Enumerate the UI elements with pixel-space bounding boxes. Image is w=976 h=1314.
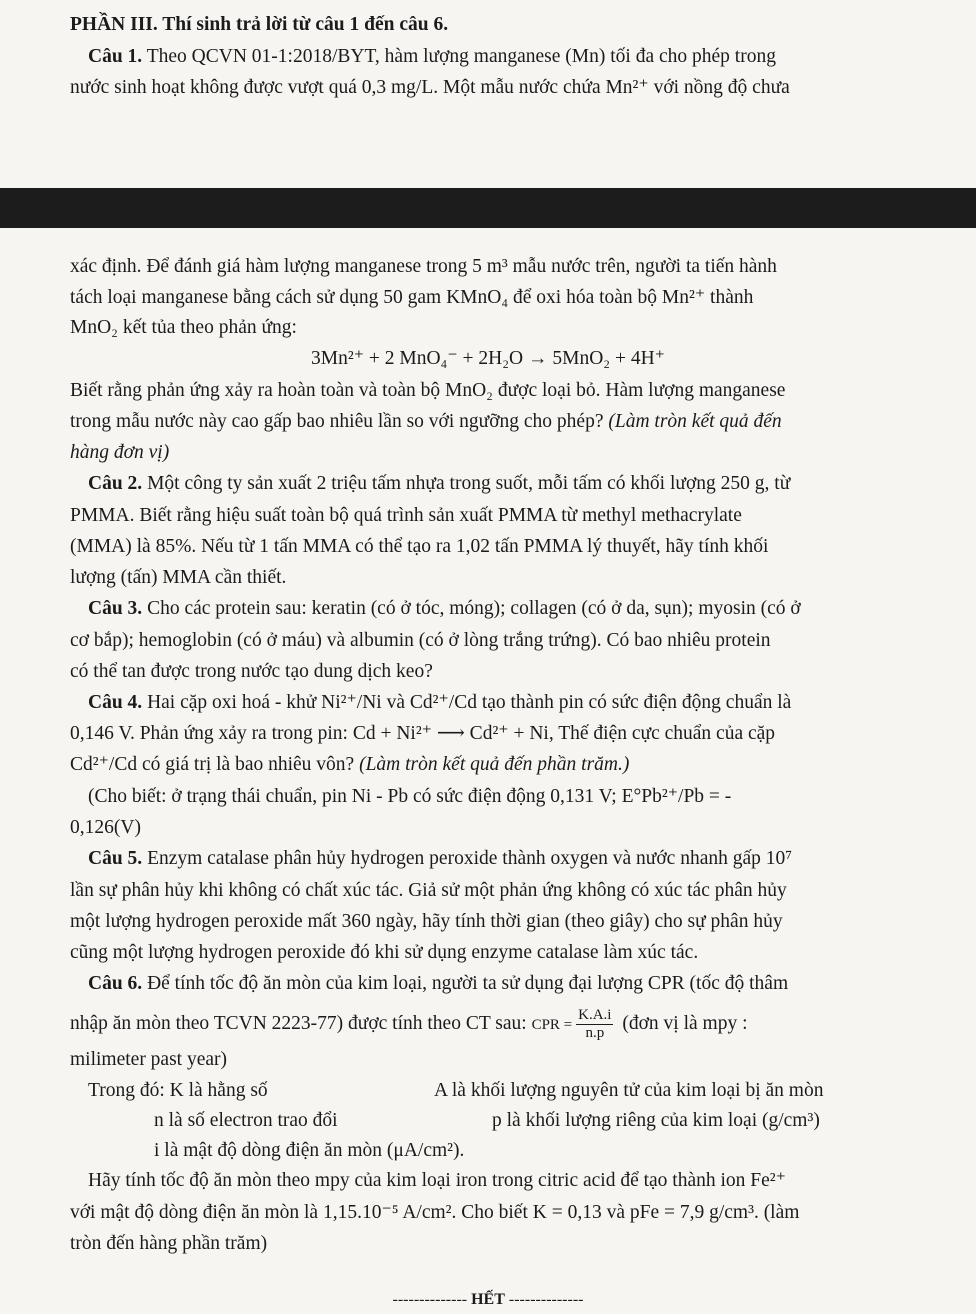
scan-fold-band [0,188,976,228]
q3-line1: Câu 3. Cho các protein sau: keratin (có ở tóc, móng); collagen (có ở da, sụn); myosin (có ở [88,598,801,619]
def-a: A là khối lượng nguyên tử của kim loại bị ăn mòn [434,1080,824,1101]
q1-line6: Biết rằng phản ứng xảy ra hoàn toàn và toàn bộ MnO₂ được loại bỏ. Hàm lượng manganese [70,380,786,401]
q3-line2: cơ bắp); hemoglobin (có ở máu) và albumin (có ở lòng trắng trứng). Có bao nhiêu protein [70,630,771,651]
q5-line1: Câu 5. Enzym catalase phân hủy hydrogen peroxide thành oxygen và nước nhanh gấp 10⁷ [88,848,793,869]
cpr-denominator: n.p [585,1025,605,1042]
cpr-formula-fraction [576,1007,613,1042]
q2-line3: (MMA) là 85%. Nếu từ 1 tấn MMA có thể tạo ra 1,02 tấn PMMA lý thuyết, hãy tính khối [70,536,769,557]
q6-line4: Hãy tính tốc độ ăn mòn theo mpy của kim loại iron trong citric acid để tạo thành ion Fe²⁺ [88,1170,786,1191]
q5-label: Câu 5. [88,848,143,869]
q1-equation: 3Mn²⁺ + 2 MnO₄⁻ + 2H₂O → 5MnO₂ + 4H⁺ [311,348,665,369]
section-header: PHẦN III. Thí sinh trả lời từ câu 1 đến câu 6. [70,14,449,35]
q4-line4: (Cho biết: ở trạng thái chuẩn, pin Ni - Pb có sức điện động 0,131 V; E°Pb²⁺/Pb = - [88,786,732,807]
q5-line4: cũng một lượng hydrogen peroxide đó khi sử dụng enzyme catalase làm xúc tác. [70,942,699,963]
q1-line4: tách loại manganese bằng cách sử dụng 50 gam KMnO₄ để oxi hóa toàn bộ Mn²⁺ thành [70,287,754,308]
q3-label: Câu 3. [88,598,143,619]
q1-line7: trong mẫu nước này cao gấp bao nhiêu lần so với ngưỡng cho phép? (Làm tròn kết quả đến [70,411,782,432]
q1-line5: MnO₂ kết tủa theo phản ứng: [70,317,297,338]
q4-line3: Cd²⁺/Cd có giá trị là bao nhiêu vôn? (Làm tròn kết quả đến phần trăm.) [70,754,630,775]
q2-line4: lượng (tấn) MMA cần thiết. [70,567,287,588]
q6-line5: với mật độ dòng điện ăn mòn là 1,15.10⁻⁵ A/cm². Cho biết K = 0,13 và pFe = 7,9 g/cm³. (làm [70,1202,800,1223]
q6-line2: nhập ăn mòn theo TCVN 2223-77) được tính theo CT sau: CPR = $\frac{K.A.i}{n.p}$ (đơn vị là mpy : [70,1007,748,1042]
q4-line2: 0,146 V. Phản ứng xảy ra trong pin: Cd + Ni²⁺ ⟶ Cd²⁺ + Ni, Thế điện cực chuẩn của cặp [70,723,776,744]
q4-line1: Câu 4. Hai cặp oxi hoá - khử Ni²⁺/Ni và Cd²⁺/Cd tạo thành pin có sức điện động chuẩn là [88,692,792,713]
q2-line1: Câu 2. Một công ty sản xuất 2 triệu tấm nhựa trong suốt, mỗi tấm có khối lượng 250 g, từ [88,473,791,494]
q2-label: Câu 2. [88,473,143,494]
q6-line3: milimeter past year) [70,1049,228,1070]
q4-label: Câu 4. [88,692,143,713]
def-p: p là khối lượng riêng của kim loại (g/cm³) [492,1110,820,1131]
q1-label: Câu 1. [88,46,143,67]
q1-line1: Câu 1. Theo QCVN 01-1:2018/BYT, hàm lượng manganese (Mn) tối đa cho phép trong [88,46,776,67]
q3-line3: có thể tan được trong nước tạo dung dịch keo? [70,661,433,682]
q5-line3: một lượng hydrogen peroxide mất 360 ngày, hãy tính thời gian (theo giây) cho sự phân hủy [70,911,783,932]
cpr-formula-lhs: CPR = [531,1017,573,1033]
def-n: n là số electron trao đổi [154,1110,338,1131]
q6-line6: tròn đến hàng phần trăm) [70,1233,268,1254]
q1-line3: xác định. Để đánh giá hàm lượng manganese trong 5 m³ mẫu nước trên, người ta tiến hành [70,256,777,277]
q6-label: Câu 6. [88,973,143,994]
end-footer: -------------- HẾT -------------- [392,1291,584,1308]
q1-line8: hàng đơn vị) [70,442,170,463]
def-i: i là mật độ dòng điện ăn mòn (μA/cm²). [154,1140,465,1161]
cpr-numerator: K.A.i [578,1007,612,1024]
q6-line1: Câu 6. Để tính tốc độ ăn mòn của kim loại, người ta sử dụng đại lượng CPR (tốc độ thâm [88,973,789,994]
end-label: HẾT [471,1291,505,1308]
q4-line5: 0,126(V) [70,817,141,838]
q1-line2: nước sinh hoạt không được vượt quá 0,3 mg/L. Một mẫu nước chứa Mn²⁺ với nồng độ chưa [70,77,790,98]
q5-line2: lần sự phân hủy khi không có chất xúc tác. Giả sử một phản ứng không có xúc tác phân hủy [70,880,787,901]
q2-line2: PMMA. Biết rằng hiệu suất toàn bộ quá trình sản xuất PMMA từ methyl methacrylate [70,505,742,526]
def-k: Trong đó: K là hằng số [88,1080,268,1101]
